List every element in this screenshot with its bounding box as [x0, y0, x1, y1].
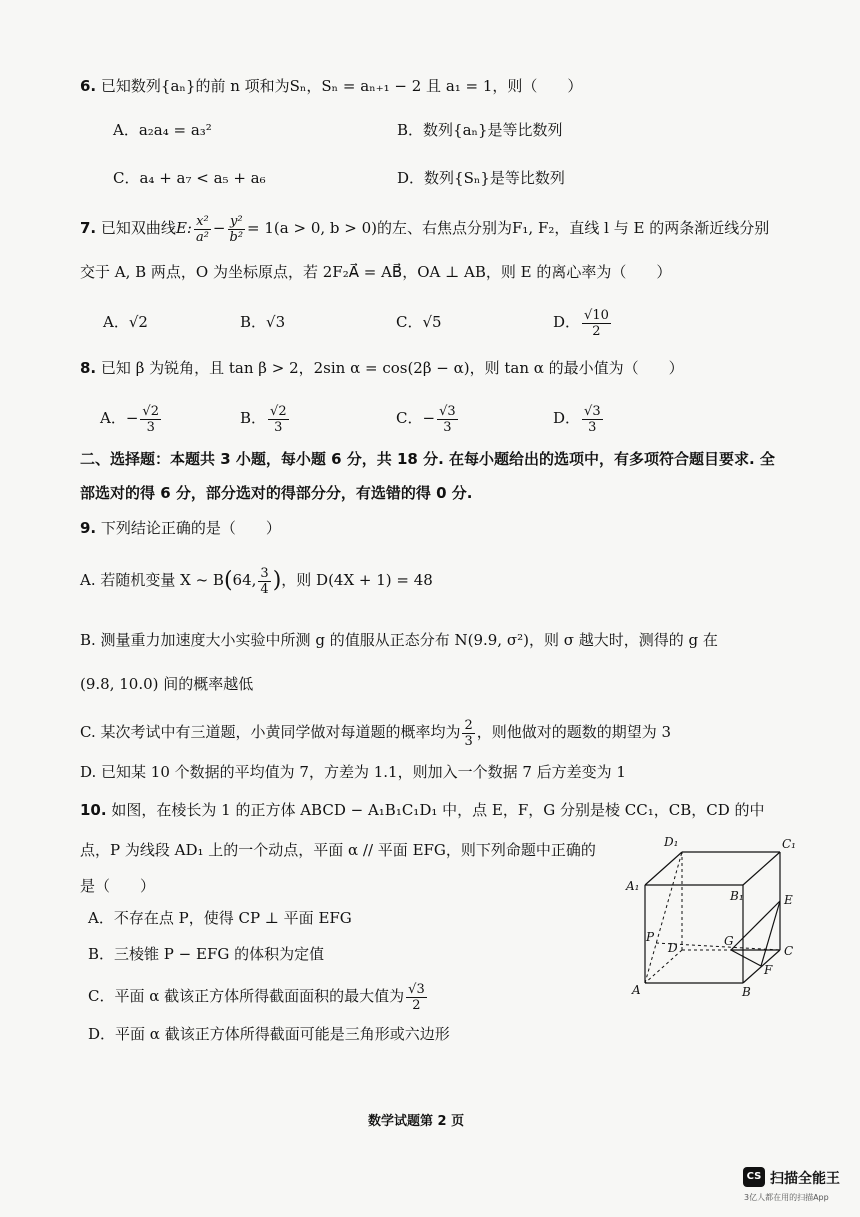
q8-option-b-num: √2 [270, 403, 287, 419]
q9-option-a-den: 4 [260, 581, 269, 597]
scanner-watermark-subtitle: 3亿人都在用的扫描App [744, 1193, 829, 1202]
hidden-segment-a-d1 [645, 852, 682, 983]
q9-option-c-frac [462, 718, 474, 749]
q7-eq-rhs: = 1(a > 0, b > 0) [247, 219, 378, 237]
label-e: E [784, 893, 793, 907]
q7-option-d [553, 302, 613, 342]
q8-option-b-label: B． [240, 409, 267, 427]
label-d1: D₁ [664, 835, 679, 849]
q8-option-c-num: √3 [439, 403, 456, 419]
q8-option-c-den: 3 [443, 419, 452, 435]
q10-stem-line1 [80, 800, 765, 820]
q10-stem-1: 如图，在棱长为 1 的正方体 ABCD − A₁B₁C₁D₁ 中，点 E，F，G 分别是棱 CC₁，CB，CD 的中 [111, 801, 765, 819]
scanner-logo-icon: CS [743, 1167, 765, 1187]
q7-stem-line1 [80, 210, 769, 246]
q7-frac-x-num: x² [194, 214, 211, 230]
q7-eq-lhs: E: [175, 219, 192, 237]
q8-option-d-label: D． [553, 409, 581, 427]
q9-option-b-line2: (9.8, 10.0) 间的概率越低 [80, 675, 254, 693]
scanner-watermark-title: 扫描全能王 [770, 1171, 840, 1187]
q7-option-d-frac [582, 308, 611, 339]
label-p: P [646, 930, 655, 944]
label-a: A [632, 983, 641, 997]
q7-stem-line2: 交于 A, B 两点，O 为坐标原点，若 2F₂A⃗ = AB⃗，OA ⊥ AB，则 E 的离心率为（ ） [80, 263, 672, 281]
q7-frac-y-num: y² [228, 214, 246, 230]
q8-option-d-den: 3 [588, 419, 597, 435]
q9-option-c-pre: C. 某次考试中有三道题，小黄同学做对每道题的概率均为 [80, 723, 461, 741]
q7-stem-pre: 已知双曲线 [100, 219, 176, 237]
q8-option-a-sign: − [125, 409, 139, 427]
q9-option-a-frac [258, 566, 270, 597]
q8-stem-line [80, 358, 684, 378]
segment-f-g [731, 950, 761, 966]
q8-option-a-num: √2 [142, 403, 159, 419]
q6-option-c: C．a₄ + a₇ < a₅ + a₆ [113, 169, 266, 187]
q9-option-b-line1: B. 测量重力加速度大小实验中所测 g 的值服从正态分布 N(9.9, σ²)，则 σ 越大时，测得的 g 在 [80, 631, 718, 649]
q8-option-d-frac [582, 404, 603, 435]
q9-option-a-in: 64, [232, 571, 257, 589]
q8-option-a-den: 3 [146, 419, 155, 435]
q8-option-a-frac [140, 404, 161, 435]
label-c1: C₁ [782, 837, 796, 851]
q7-frac-x [194, 214, 211, 245]
q9-option-a-paren-open: ( [223, 568, 233, 593]
q8-option-c-sign: − [422, 409, 436, 427]
q9-option-a-paren-close: ) [272, 568, 282, 593]
edge-c1-b1 [743, 852, 780, 885]
q8-option-b-den: 3 [274, 419, 283, 435]
edge-a1-d1 [645, 852, 682, 885]
q7-option-d-num: √10 [584, 307, 609, 323]
q8-option-c [396, 398, 460, 438]
cube-figure [620, 828, 810, 1000]
q10-stem-line2: 点，P 为线段 AD₁ 上的一个动点，平面 α // 平面 EFG，则下列命题中正确的 [80, 841, 596, 859]
section2-heading-line2: 部选对的得 6 分，部分选对的得部分分，有选错的得 0 分. [80, 484, 473, 502]
q10-option-d: D．平面 α 截该正方体所得截面可能是三角形或六边形 [88, 1025, 450, 1043]
q7-minus: − [212, 219, 226, 237]
q7-stem-post: 的左、右焦点分别为F₁, F₂，直线 l 与 E 的两条渐近线分别 [377, 219, 770, 237]
q10-number: 10. [80, 801, 107, 819]
q6-stem: 已知数列{aₙ}的前 n 项和为Sₙ，Sₙ = aₙ₊₁ − 2 且 a₁ = 1，则（ ） [100, 77, 583, 95]
label-b1: B₁ [730, 889, 744, 903]
q6-option-a: A．a₂a₄ = a₃² [113, 121, 212, 139]
q6-option-b: B．数列{aₙ}是等比数列 [397, 121, 563, 139]
q7-option-d-label: D． [553, 313, 581, 331]
q8-option-d-num: √3 [584, 403, 601, 419]
edge-c-b [743, 950, 780, 983]
label-d: D [668, 941, 678, 955]
q7-number: 7. [80, 219, 97, 237]
q9-option-c-post: ，则他做对的题数的期望为 3 [476, 723, 672, 741]
q9-stem-line [80, 518, 281, 538]
q8-option-c-label: C． [396, 409, 423, 427]
q9-option-a [80, 558, 433, 602]
q7-option-d-den: 2 [592, 323, 601, 339]
q8-option-a-label: A． [100, 409, 126, 427]
q8-option-d [553, 398, 605, 438]
q10-option-c [88, 976, 429, 1016]
q7-frac-y [228, 214, 246, 245]
q6-stem-line [80, 76, 582, 96]
label-a1: A₁ [626, 879, 640, 893]
q9-option-a-pre: A. 若随机变量 X ~ B [80, 571, 224, 589]
q8-option-b [240, 398, 291, 438]
q10-option-c-frac [406, 982, 427, 1013]
q9-option-a-num: 3 [260, 565, 269, 581]
q10-option-b: B．三棱锥 P − EFG 的体积为定值 [88, 945, 325, 963]
q10-option-c-den: 2 [412, 997, 421, 1013]
label-c: C [784, 944, 794, 958]
page-footer: 数学试题第 2 页 [368, 1114, 465, 1129]
q7-option-a: A．√2 [103, 313, 148, 331]
q10-option-a: A．不存在点 P，使得 CP ⊥ 平面 EFG [88, 909, 352, 927]
q9-option-a-post: ，则 D(4X + 1) = 48 [281, 571, 433, 589]
q8-option-a [100, 398, 163, 438]
label-b: B [742, 985, 751, 999]
q6-number: 6. [80, 77, 97, 95]
q9-option-c [80, 712, 671, 752]
q6-option-d: D．数列{Sₙ}是等比数列 [397, 169, 565, 187]
q10-stem-line3: 是（ ） [80, 877, 156, 895]
q8-number: 8. [80, 359, 97, 377]
q10-option-c-num: √3 [408, 981, 425, 997]
label-f: F [764, 963, 773, 977]
label-g: G [724, 934, 734, 948]
q7-option-b: B．√3 [240, 313, 286, 331]
section2-heading-line1: 二、选择题：本题共 3 小题，每小题 6 分，共 18 分. 在每小题给出的选项中，有多项符合题目要求. 全 [80, 450, 775, 468]
q9-option-d: D. 已知某 10 个数据的平均值为 7，方差为 1.1，则加入一个数据 7 后方差变为 1 [80, 763, 626, 781]
q7-frac-x-den: a² [195, 229, 209, 245]
q9-option-c-den: 3 [464, 733, 473, 749]
q9-stem: 下列结论正确的是（ ） [100, 519, 281, 537]
q8-option-b-frac [268, 404, 289, 435]
q7-option-c: C．√5 [396, 313, 442, 331]
q9-option-c-num: 2 [464, 717, 473, 733]
q9-number: 9. [80, 519, 97, 537]
q7-frac-y-den: b² [229, 229, 244, 245]
q8-option-c-frac [437, 404, 458, 435]
q10-option-c-pre: C．平面 α 截该正方体所得截面面积的最大值为 [88, 987, 405, 1005]
q8-stem: 已知 β 为锐角，且 tan β > 2，2sin α = cos(2β − α)，则 tan α 的最小值为（ ） [100, 359, 684, 377]
